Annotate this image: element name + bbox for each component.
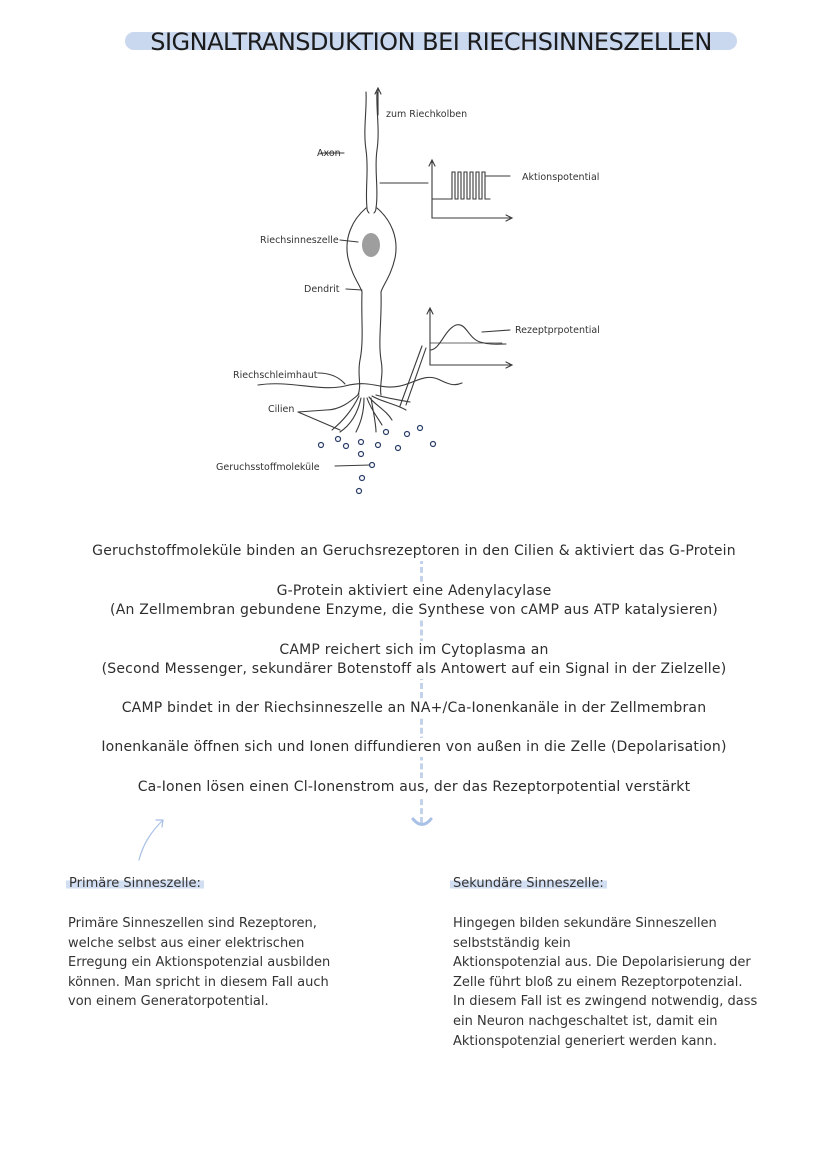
heading-primaere-sinneszelle: Primäre Sinneszelle: bbox=[66, 876, 204, 891]
step-6: Ca-Ionen lösen einen Cl-Ionenstrom aus, der das Rezeptorpotential verstärkt bbox=[137, 779, 691, 795]
cilia bbox=[326, 394, 410, 432]
arrow-up-icon bbox=[375, 88, 381, 115]
step-3: CAMP reichert sich im Cytoplasma an (Second Messenger, sekundärer Botenstoff als Antowert auf ein Signal in der Zielzelle) bbox=[101, 642, 727, 677]
step-5: Ionenkanäle öffnen sich und Ionen diffundieren von außen in die Zelle (Depolarisation) bbox=[101, 739, 727, 755]
label-rezeptorpotential: Rezeptprpotential bbox=[515, 325, 600, 336]
label-riechsinneszelle: Riechsinneszelle bbox=[260, 235, 339, 246]
label-geruchsstoffmolekuele: Geruchsstoffmoleküle bbox=[216, 462, 320, 473]
step-4: CAMP bindet in der Riechsinneszelle an NA+/Ca-Ionenkanäle in der Zellmembran bbox=[121, 700, 707, 716]
primaere-text: Primäre Sinneszellen sind Rezeptoren, welche selbst aus einer elektrischen Erregung ein Aktionspotenzial ausbilden können. Man spricht in diesem Fall auch von einem Generatorpotential. bbox=[68, 916, 331, 1010]
axon-line bbox=[365, 92, 369, 213]
label-aktionspotential: Aktionspotential bbox=[522, 172, 600, 183]
label-zum-riechkolben: zum Riechkolben bbox=[386, 109, 468, 120]
odor-molecules bbox=[319, 426, 436, 494]
step-1: Geruchstoffmoleküle binden an Geruchsrezeptoren in den Cilien & aktiviert das G-Protein bbox=[92, 543, 736, 559]
label-dendrit: Dendrit bbox=[304, 284, 340, 295]
page-title: SIGNALTRANSDUKTION BEI RIECHSINNESZELLEN bbox=[150, 28, 712, 56]
olfactory-cell-diagram bbox=[0, 80, 828, 510]
ap-graph-spikes bbox=[432, 172, 490, 199]
rp-graph-curve bbox=[430, 325, 506, 350]
heading-sekundaere-sinneszelle: Sekundäre Sinneszelle: bbox=[450, 876, 607, 891]
nucleus bbox=[362, 233, 380, 257]
dendrite-line bbox=[358, 292, 362, 395]
rp-graph-axes bbox=[427, 308, 512, 368]
label-cilien: Cilien bbox=[268, 404, 295, 415]
sekundaere-text: Hingegen bilden sekundäre Sinneszellen selbstständig kein Aktionspotenzial aus. Die Depolarisierung der Zelle führt bloß zu einem Rezeptorpotenzial. In diesem Fall ist es zwingend notwendig, dass ein Neuron nachgeschaltet ist, damit ein Aktionspotenzial generiert werden kann. bbox=[453, 916, 758, 1049]
title-banner bbox=[125, 27, 737, 57]
label-riechschleimhaut: Riechschleimhaut bbox=[233, 370, 318, 381]
label-axon: Axon bbox=[317, 148, 341, 159]
step-2: G-Protein aktiviert eine Adenylacylase (An Zellmembran gebundene Enzyme, die Synthese von cAMP aus ATP katalysieren) bbox=[110, 583, 718, 618]
curved-arrow-icon bbox=[135, 814, 169, 864]
chevron-down-icon bbox=[411, 816, 433, 832]
